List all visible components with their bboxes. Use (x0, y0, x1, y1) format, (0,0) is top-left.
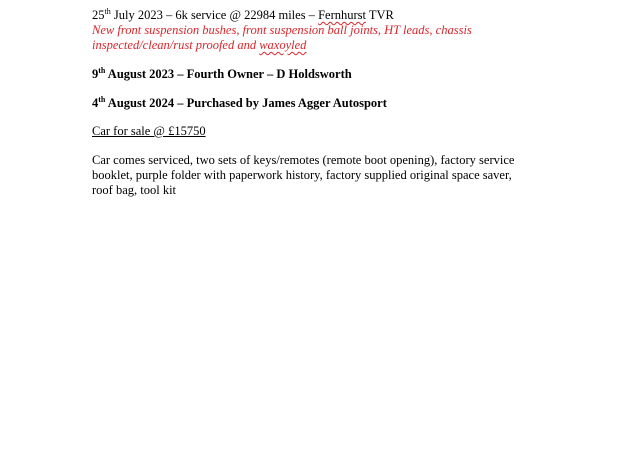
service-note-text: inspected/clean/rust proofed and (92, 38, 260, 52)
purchase-entry-text: August 2024 – Purchased by James Agger Autosport (105, 96, 387, 110)
sale-price-text: Car for sale @ £15750 (92, 124, 206, 138)
owner-entry-text: August 2023 – Fourth Owner – D Holdsworth (105, 67, 352, 81)
service-entry-line (92, 8, 612, 23)
owner-entry-line (92, 67, 612, 82)
document-page (92, 8, 612, 198)
owner-entry-day-suffix: th (98, 65, 106, 75)
purchase-entry-day-suffix: th (98, 94, 106, 104)
description-paragraph: Car comes serviced, two sets of keys/remotes (remote boot opening), factory service booklet, purple folder with paperwork history, factory supplied original space saver, roof bag, tool kit (92, 153, 515, 197)
service-note-line-2 (92, 38, 612, 53)
service-entry-text-end: TVR (365, 8, 394, 22)
sale-line (92, 124, 612, 139)
service-entry-day-suffix: th (104, 6, 111, 16)
purchase-entry-line (92, 96, 612, 111)
service-note-line-1: New front suspension bushes, front suspension ball joints, HT leads, chassis (92, 23, 472, 37)
service-entry-text: July 2023 – 6k service @ 22984 miles – (110, 8, 319, 22)
service-entry-place: Fernhurst (318, 8, 366, 22)
purchase-entry-day: 4 (92, 96, 99, 110)
service-note-misspelled-word: waxoyled (259, 38, 307, 52)
service-entry-day: 25 (92, 8, 105, 22)
owner-entry-day: 9 (92, 67, 99, 81)
